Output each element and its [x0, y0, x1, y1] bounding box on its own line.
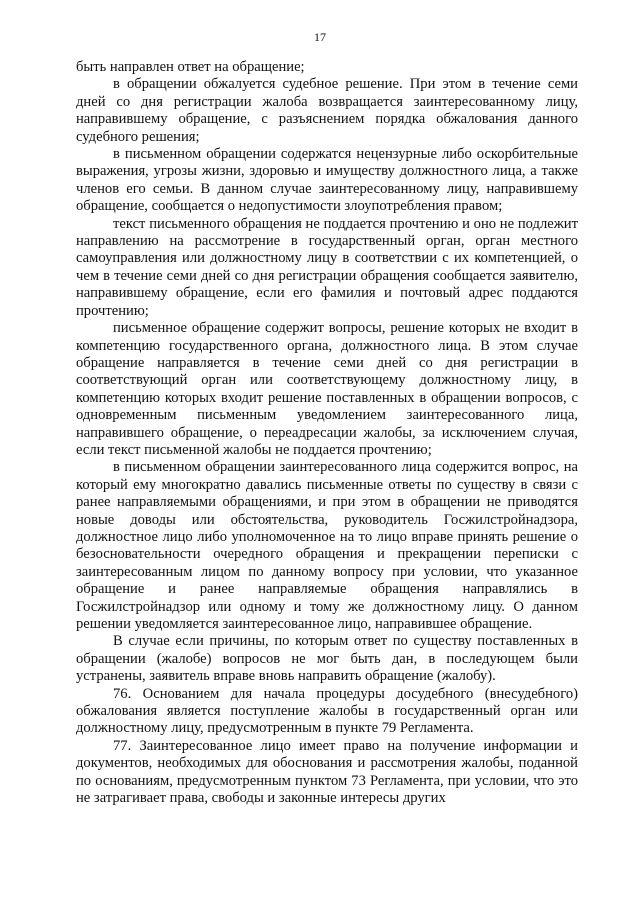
page-number: 17: [314, 30, 326, 44]
paragraph: 77. Заинтересованное лицо имеет право на получение информации и документов, необходимых для обоснования и рассмотрения жалобы, поданной по основаниям, предусмотренным пунктом 73 Регламента, при условии, что это не затрагивает права, свободы и законные интересы других: [76, 737, 578, 807]
paragraph: письменное обращение содержит вопросы, решение которых не входит в компетенцию государственного органа, должностного лица. В этом случае обращение направляется в течение семи дней со дня регистрации в соответствующий орган или соответствующему должностному лицу, в компетенцию которых входит решение поставленных в обращении вопросов, с одновременным письменным уведомлением заинтересованного лица, направившего обращение, о переадресации жалобы, за исключением случая, если текст письменной жалобы не поддается прочтению;: [76, 320, 578, 458]
paragraph: в письменном обращении содержатся нецензурные либо оскорбительные выражения, угрозы жизни, здоровью и имуществу должностного лица, а также членов его семьи. В данном случае заинтересованному лицу, направившему обращение, сообщается о недопустимости злоупотребления правом;: [76, 146, 578, 215]
paragraph: быть направлен ответ на обращение;: [76, 59, 305, 75]
paragraph: В случае если причины, по которым ответ по существу поставленных в обращении (жалобе) вопросов не мог быть дан, в последующем были устранены, заявитель вправе вновь направить обращение (жалобу).: [76, 633, 578, 685]
document-body: [76, 59, 578, 807]
paragraph: в обращении обжалуется судебное решение. При этом в течение семи дней со дня регистрации жалоба возвращается заинтересованному лицу, направившему обращение, с разъяснением порядка обжалования данного судебного решения;: [76, 76, 578, 145]
paragraph: текст письменного обращения не поддается прочтению и оно не подлежит направлению на рассмотрение в государственный орган, орган местного самоуправления или должностному лицу в соответствии с их компетенцией, о чем в течение семи дней со дня регистрации обращения сообщается заявителю, направившему обращение, если его фамилия и почтовый адрес поддаются прочтению;: [76, 215, 578, 319]
paragraph: 76. Основанием для начала процедуры досудебного (внесудебного) обжалования является поступление жалобы в государственный орган или должностному лицу, предусмотренным в пункте 79 Регламента.: [76, 685, 578, 737]
paragraph: в письменном обращении заинтересованного лица содержится вопрос, на который ему многократно давались письменные ответы по существу в связи с ранее направляемыми обращениями, и при этом в обращении не приводятся новые доводы или обстоятельства, руководитель Госжилстройнадзора, должностное лицо либо уполномоченное на то лицо вправе принять решение о безосновательности очередного обращения и прекращении переписки с заинтересованным лицом по данному вопросу при условии, что указанное обращение и ранее направляемые обращения направлялись в Госжилстройнадзор или одному и тому же должностному лицу. О данном решении уведомляется заинтересованное лицо, направившее обращение.: [76, 459, 578, 632]
